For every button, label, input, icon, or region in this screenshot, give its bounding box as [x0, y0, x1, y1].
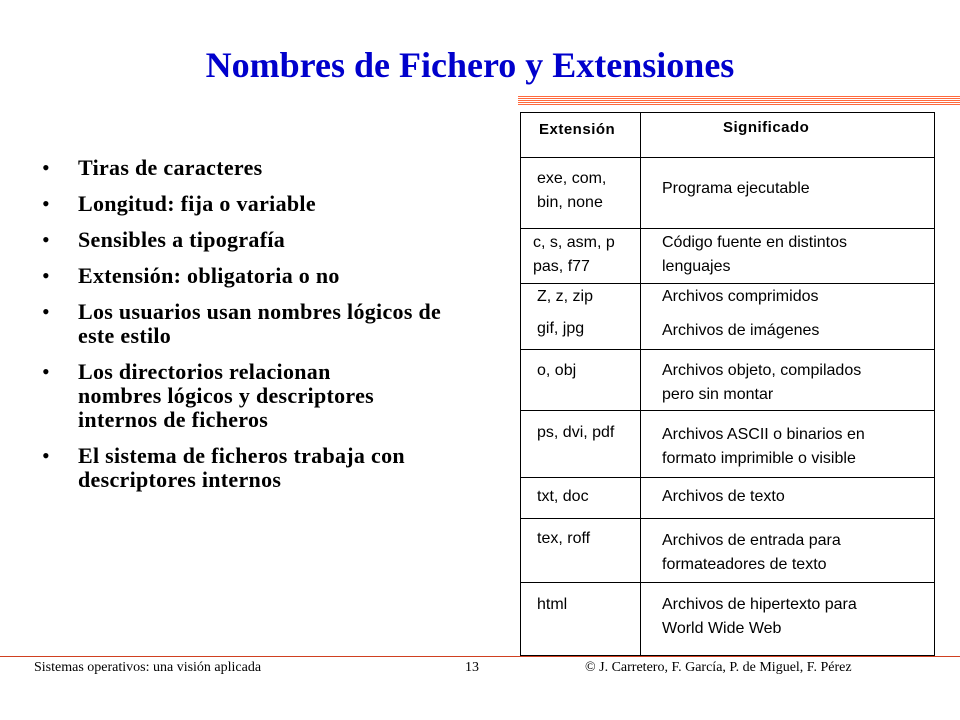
footer-page-number: 13 [465, 660, 479, 675]
ext-cell: tex, roff [537, 530, 591, 547]
meaning-cell: pero sin montar [662, 386, 774, 403]
ext-cell: html [537, 596, 568, 613]
ext-cell: bin, none [537, 194, 603, 211]
title-underline [518, 96, 960, 105]
ext-cell: o, obj [537, 362, 577, 379]
bullet-item [36, 228, 436, 252]
bullet-dot-icon: • [42, 359, 51, 384]
row-divider [521, 283, 934, 284]
bullet-item [36, 360, 418, 432]
bullet-text: Extensión: obligatoria o no [78, 263, 340, 288]
meaning-cell: Archivos ASCII o binarios en [662, 426, 865, 443]
meaning-cell: formateadores de texto [662, 556, 827, 573]
bullet-dot-icon: • [42, 227, 51, 252]
bullet-dot-icon: • [42, 299, 51, 324]
meaning-cell: Archivos de imágenes [662, 322, 820, 339]
bullet-item [36, 264, 436, 288]
bullet-text: Sensibles a tipografía [78, 227, 286, 252]
row-divider [521, 477, 934, 478]
bullet-item [36, 444, 418, 492]
row-divider [521, 410, 934, 411]
meaning-cell: Archivos comprimidos [662, 288, 819, 305]
bullet-text: El sistema de ficheros trabaja con descriptores internos [78, 443, 405, 492]
meaning-cell: Archivos de hipertexto para [662, 596, 857, 613]
bullet-text: Tiras de caracteres [78, 155, 263, 180]
ext-cell: Z, z, zip [537, 288, 594, 305]
header-meaning: Significado [723, 119, 810, 136]
bullet-item [36, 300, 448, 348]
ext-cell: pas, f77 [533, 258, 590, 275]
row-divider [521, 518, 934, 519]
meaning-cell: Código fuente en distintos [662, 234, 848, 251]
ext-cell: txt, doc [537, 488, 589, 505]
column-divider [640, 113, 641, 655]
extensions-table [520, 112, 935, 656]
bullet-list [36, 155, 442, 504]
ext-cell: ps, dvi, pdf [537, 424, 615, 441]
slide-title: Nombres de Fichero y Extensiones [205, 45, 735, 85]
bullet-text: Longitud: fija o variable [78, 191, 316, 216]
row-divider [521, 582, 934, 583]
bullet-text: Los directorios relacionan nombres lógicos y descriptores internos de ficheros [78, 359, 374, 432]
bullet-item [36, 192, 436, 216]
bullet-dot-icon: • [42, 191, 51, 216]
bullet-dot-icon: • [42, 263, 51, 288]
footer-course: Sistemas operativos: una visión aplicada [34, 660, 262, 675]
row-divider [521, 157, 934, 158]
bullet-item [36, 156, 436, 180]
meaning-cell: formato imprimible o visible [662, 450, 856, 467]
ext-cell: exe, com, [537, 170, 607, 187]
meaning-cell: Archivos objeto, compilados [662, 362, 862, 379]
meaning-cell: Archivos de texto [662, 488, 785, 505]
footer-rule [0, 656, 960, 657]
meaning-cell: Programa ejecutable [662, 180, 810, 197]
meaning-cell: lenguajes [662, 258, 731, 275]
ext-cell: c, s, asm, p [533, 234, 615, 251]
meaning-cell: World Wide Web [662, 620, 782, 637]
footer-authors: © J. Carretero, F. García, P. de Miguel, F. Pérez [585, 660, 852, 675]
ext-cell: gif, jpg [537, 320, 585, 337]
row-divider [521, 349, 934, 350]
bullet-text: Los usuarios usan nombres lógicos de este estilo [78, 299, 442, 348]
bullet-dot-icon: • [42, 443, 51, 468]
row-divider [521, 228, 934, 229]
bullet-dot-icon: • [42, 155, 51, 180]
header-extension: Extensión [539, 121, 616, 138]
meaning-cell: Archivos de entrada para [662, 532, 841, 549]
